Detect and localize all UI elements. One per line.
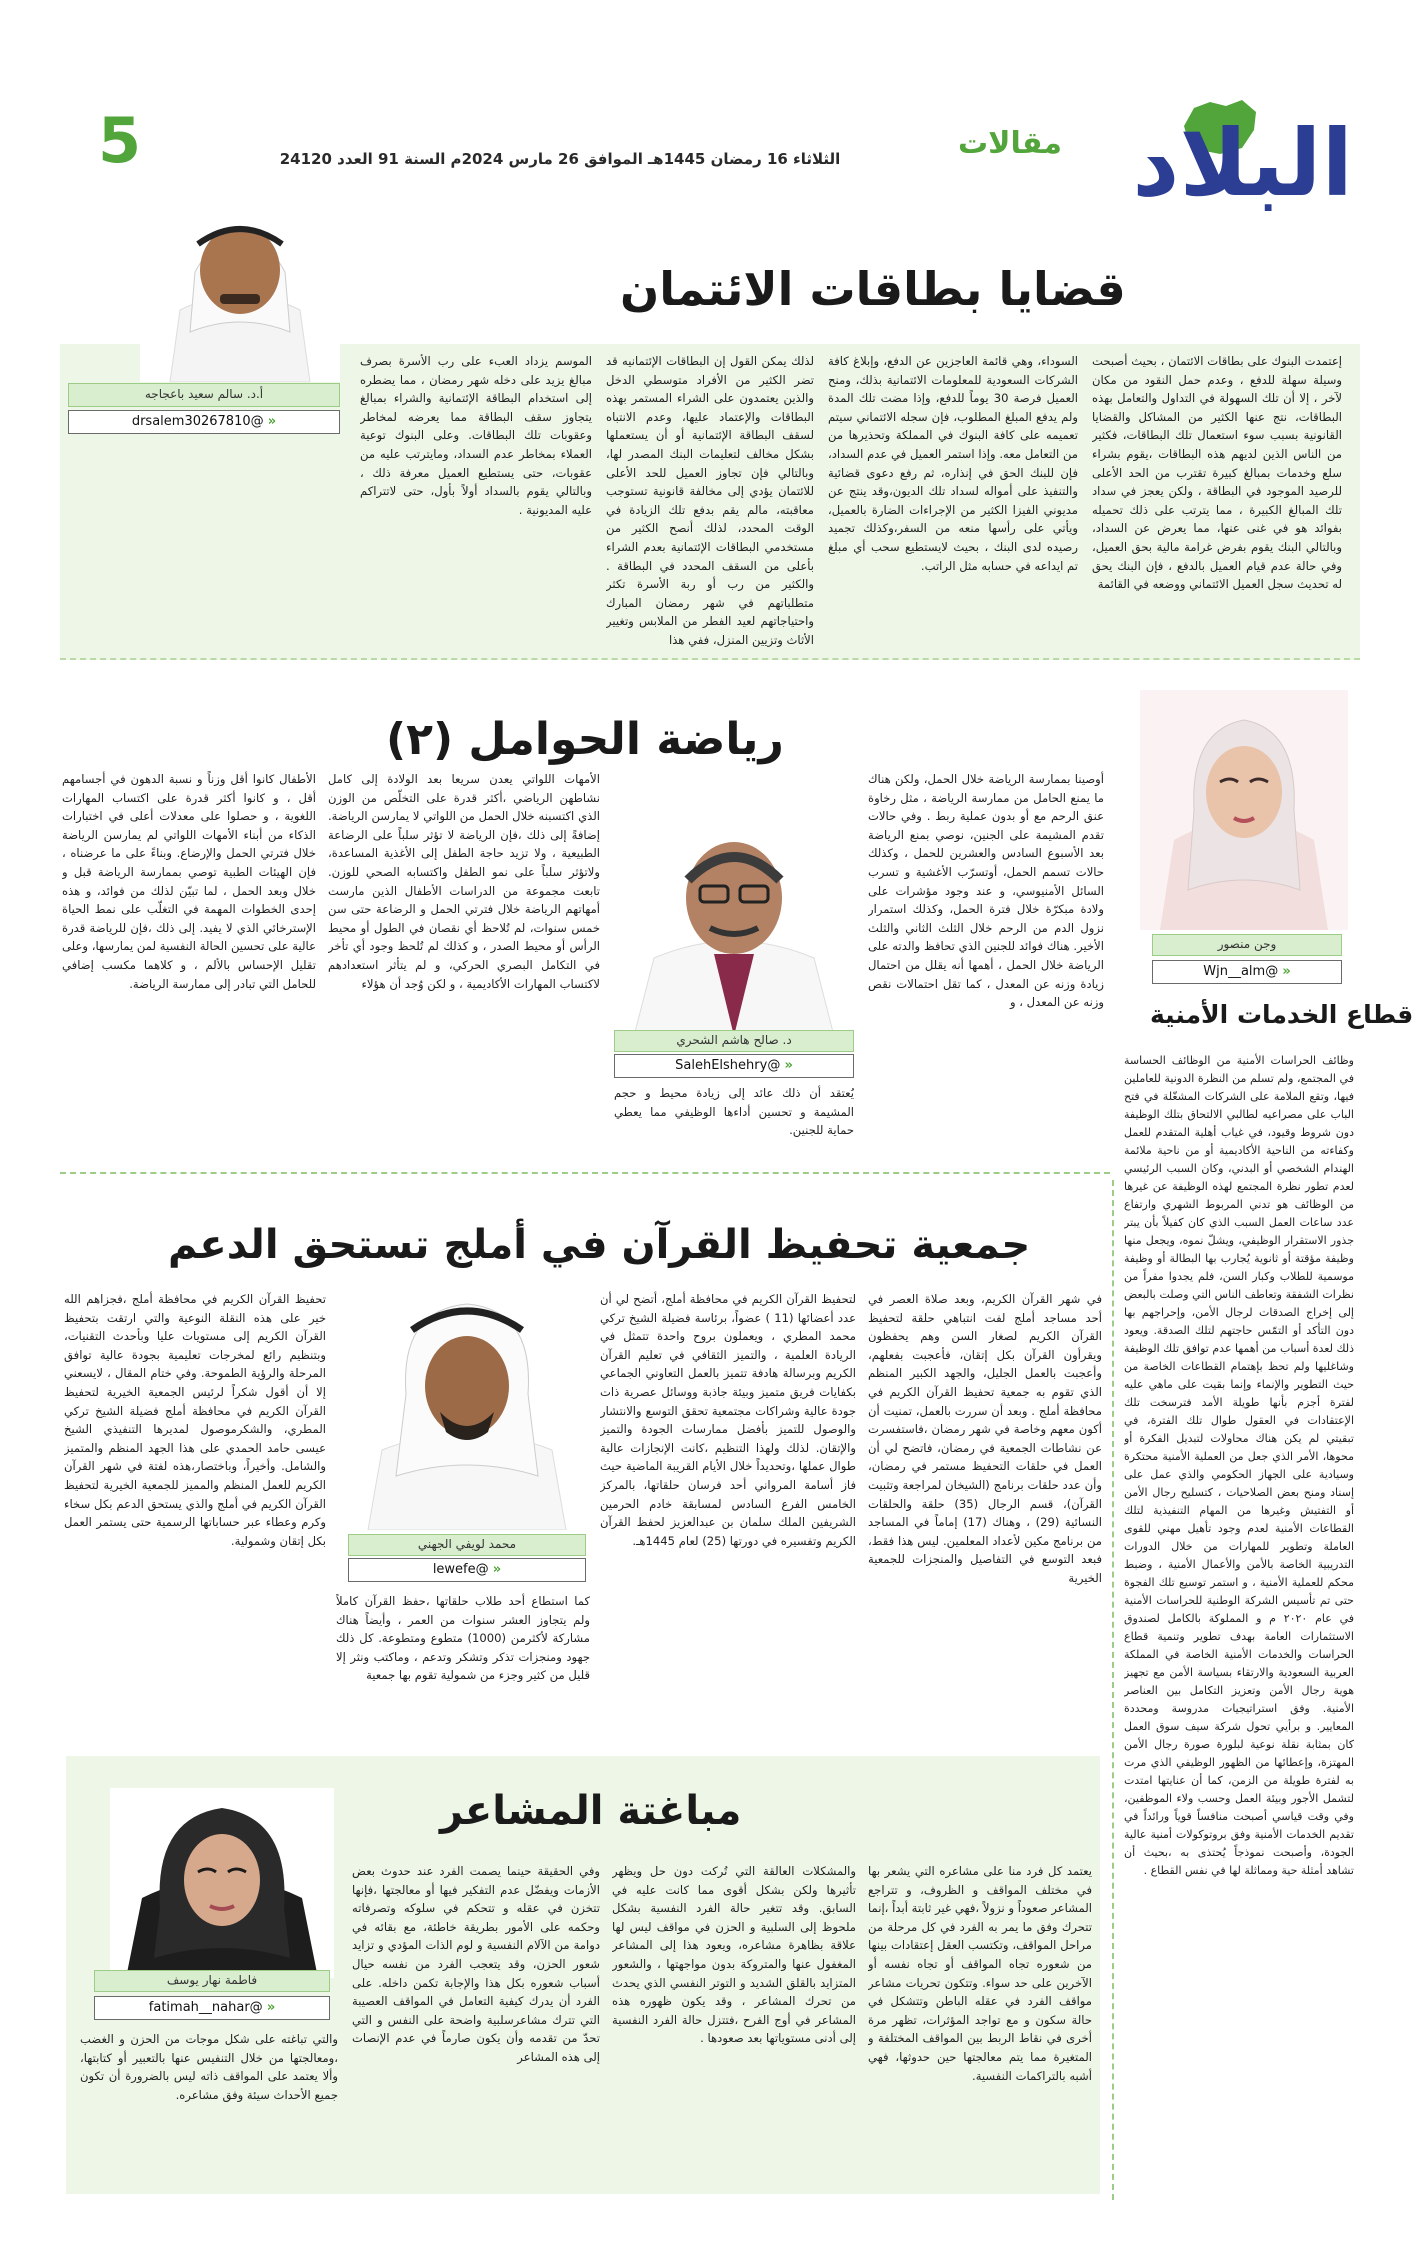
author-name-tag: [1152, 934, 1342, 956]
author-photo: [140, 192, 340, 382]
author-name-tag: [94, 1970, 330, 1992]
author-name: محمد لويفي الجهني: [417, 1537, 517, 1551]
chevron-icon: «: [266, 2000, 276, 2015]
twitter-handle: @SalehElshehry: [675, 1058, 781, 1073]
author-photo: [614, 786, 854, 1036]
author-handle[interactable]: [94, 1996, 330, 2020]
article-column: الأطفال كانوا أقل وزناً و نسبة الدهون في أجسامهم أقل ، و كانوا أكثر قدرة على اكتساب المهارات اللغوية ، و حصلوا على معدلات أعلى في اختبارات الذكاء من أبناء الأمهات اللواتي لم يمارسن الرياضة خلال فترتي الحمل والإرضاع. وبناءً على ما عرضناه ، فإن الهيئات الطبية توصي بممارسة الرياضة قبل و خلال وبعد الحمل ، لما تبيّن لذلك من فوائد، و هذه إحدى الخطوات المهمة في التغلّب على نمط الحياة الإسترخائي الذي لا يفيد. إلى ذلك ،فإن للرياضة قدرة عالية على تحسين الحالة النفسية لمن يمارسها، وعلى تقليل الإحساس بالألم ، و كلاهما مكسب إضافي للحامل التي تبادر إلى ممارسة الرياضة.: [62, 772, 316, 991]
article-column: والمشكلات العالقة التي تُركت دون حل ويظهر تأثيرها ولكن بشكل أقوى مما كانت عليه في السابق. وقد تتغير حالة الفرد النفسية بشكل ملحوظ إلى السلبية و الحزن في مواقف ليس لها علاقة بظاهرة مشاعره، ويعود هذا إلى المشاعر المغفول عنها والمتروكة بدون مواجهتها ، والشعور المتزايد بالقلق الشديد و التوتر النفسي الذي يحدث من تحرك المشاعر ، وقد يكون ظهوره هذه المشاعر في أوج الفرح ،فتتزل حالة الفرد النفسية إلى أدنى مستوياتها بعد صعودها .: [612, 1864, 856, 2046]
chevron-icon: «: [492, 1562, 502, 1577]
author-name: د. صالح هاشم الشحري: [676, 1033, 792, 1047]
author-name: فاطمة نهار يوسف: [166, 1973, 258, 1987]
section-title: مقالات: [958, 126, 1062, 161]
article-title: مباغتة المشاعر: [440, 1788, 742, 1834]
article-title: قضايا بطاقات الائتمان: [620, 262, 1126, 316]
article-column: في شهر القرآن الكريم، وبعد صلاة العصر في أحد مساجد أملج لفت انتباهي حلقة لتحفيظ القرآن الكريم لصغار السن وهم يحفظون ويقرأون القرآن بكل إتقان، فأعجبت بفعلهم، وأعجبت بالعمل الجليل، والجهد الكبير المنظم الذي تقوم به جمعية تحفيظ القرآن الكريم في محافظة أملج . وبعد أن سررت بالعمل، تمنيت أن أكون معهم وخاصة في شهر رمضان ،فاستفسرت عن نشاطات الجمعية في رمضان، فاتضح لي أن العمل في حلقات التحفيظ مستمر في رمضان، وأن عدد حلقات برنامج (الشيخان لمراجعة وتثبيت القرآن)، قسم الرجال (35) حلقة والحلقات النسائية (29) ، وهناك (17) إماماً في المساجد من برنامج مكين لأعداد المعلمين. ليس هذا فقط، فبعد التوسع في التفاصيل والمنجزات للجمعية الخيرية: [868, 1292, 1102, 1585]
article-column: السوداء، وهي قائمة العاجزين عن الدفع، وإبلاغ كافة الشركات السعودية للمعلومات الائتمانية بذلك، ومنح العميل فرصة 30 يوماً للدفع، وإذا مضت تلك المدة ولم يدفع المبلغ المطلوب، فإن سجله الائتماني سيتم تعميمه على كافة البنوك في المملكة وتحذيرها من من التعامل معه. وإذا استمر العميل في عدم السداد، فإن للبنك الحق في إنذاره، ثم رفع دعوى قضائية والتنفيذ على أمواله لسداد تلك الديون،وقد ينتج عن مديوني الفيزا الكثير من الإجراءات الضارة بالعميل، ويأتي على رأسها منعه من السفر،وكذلك تجميد رصيده لدى البنك ، بحيث لايستطيع سحب أي مبلغ تم ايداعه في حسابه مثل الراتب.: [828, 354, 1078, 573]
author-handle[interactable]: [1152, 960, 1342, 984]
article-column: يُعتقد أن ذلك عائد إلى زيادة محيط و حجم المشيمة و تحسين أداءها الوظيفي مما يعطي حماية للجنين.: [614, 1086, 854, 1138]
author-name: أ.د. سالم سعيد باعجاجه: [144, 387, 264, 401]
article-column: لذلك يمكن القول إن البطاقات الإئتمانيه قد تضر الكثير من الأفراد متوسطي الدخل والذين يعتمدون على الشراء المستمر بهذه البطاقات والإعتماد عليها، وعدم الانتباه لسقف البطاقة الإئتمانية أو أن يستعملها بشكل مخالف لتعليمات البنك المصدر لها، وبالتالي فإن تجاوز العميل للحد الأعلى للائتمان يؤدي إلى مخالفة قانونية تستوجب معاقبته، مالم يقم بدفع تلك الزيادة في الوقت المحدد، لذلك أنصح الكثير من مستخدمي البطاقات الإئتمانية بعدم الشراء بأعلى من السقف المحدد في البطاقة . والكثير من رب أو ربة الأسرة تكثر متطلباتهم في شهر رمضان المبارك واحتياجاتهم لعيد الفطر من الملابس وتغيير الأثاث وتزيين المنزل، ففي هذا: [606, 354, 814, 647]
twitter-handle: @fatimah__nahar: [148, 2000, 263, 2015]
article-title: جمعية تحفيظ القرآن في أملج تستحق الدعم: [168, 1222, 1031, 1268]
article-column: والتي تباغته على شكل موجات من الحزن و الغضب ،ومعالجتها من خلال التنفيس عنها بالتعبير أو كتابتها، وألا يعتمد على المواقف ذاته ليس بالضرورة أن تكون جميع الأحداث سيئة وفق مشاعره.: [80, 2032, 338, 2102]
article-column: [68, 442, 340, 652]
chevron-icon: «: [267, 414, 277, 429]
author-name-tag: [68, 383, 340, 407]
twitter-handle: @Wjn__alm: [1203, 964, 1279, 979]
newspaper-logo[interactable]: [1118, 84, 1353, 232]
article-column: تحفيظ القرآن الكريم في محافظة أملج ،فجزاهم الله خير على هذه النقلة النوعية والتي ارتقت بتحفيظ القرآن الكريم إلى مستويات عليا وبأحدث التقنيات، وبتنظيم رائع لمخرجات تعليمية بجودة عالية توافق المرحلة والرؤية الطموحة. وفي ختام المقال ، لايسعني إلا أن أقول شكراً لرئيس الجمعية الخيرية لتحفيظ القرآن الكريم في محافظة أملج فضيلة الشيخ تركي المطري، والشكرموصول لمديرها التنفيذي الشيخ عيسى حامد الحمدي على هذا الجهد المنظم والمتميز والشامل. وأخيراً، وباختصار،هذه لفتة في شهر القرآن الكريم للعمل المنظم والمميز للجمعية الخيرية لتحفيظ القرآن الكريم في أملج والذي يستحق الدعم بكل سخاء وكرم وعطاء عبر حساباتها الرسمية حتى يستمر العمل بكل إتقان وشمولية.: [64, 1292, 326, 1548]
article-column: إعتمدت البنوك على بطاقات الائتمان ، بحيث أصبحت وسيلة سهلة للدفع ، وعدم حمل النقود من مكان لآخر ، إلا أن تلك السهولة في التداول والتعامل بهذه البطاقات، نتج عنها الكثير من المشاكل والقضايا القانونية بسبب سوء استعمال تلك البطاقات، فكثير من الناس الذين لديهم هذه البطاقات ،يقوم بشراء سلع وخدمات بمبالغ كبيرة تقترب من الحد الأعلى للرصيد الموجود في البطاقة ، ولكن يعجز في سداد تلك المبالغ الكبيرة ، مما يترتب على ذلك تحميله بفوائد هو في غنى عنها، مما يعرض عن السداد، وبالتالي البنك يقوم بفرض غرامة مالية بحق العميل، وفي حالة عدم قيام العميل بالدفع ، فإن البنك يحق له تحديث سجل العميل الائتماني ووضعه في القائمة: [1092, 354, 1342, 592]
chevron-icon: «: [784, 1058, 793, 1073]
author-name-tag: [614, 1030, 854, 1052]
author-handle[interactable]: [348, 1558, 586, 1582]
section-divider: [60, 1172, 1110, 1174]
article-column: الموسم يزداد العبء على رب الأسرة بصرف مبالغ يزيد على دخله شهر رمضان ، مما يضطره إلى استخدام البطاقة الإئتمانية والشراء بمبالغ يتجاوز سقف البطاقة مما يعرضه لمخاطر وعقوبات تلك البطاقات. وعلى البنوك توعية العملاء بمخاطر عدم السداد، ومايترتب عليه من عقوبات، حتى يستطيع العميل معرفة ذلك ، وبالتالي يقوم بالسداد أولاً بأول، حتى لاتتراكم عليه المديونية .: [360, 354, 592, 517]
dateline: الثلاثاء 16 رمضان 1445هـ الموافق 26 مارس 2024م السنة 91 العدد 24120: [279, 150, 841, 168]
article-column: وفي الحقيقة حينما يصمت الفرد عند حدوث بعض الأزمات ويفضّل عدم التفكير فيها أو معالجتها ،فإنها تتخزن في عقله و تتحكم في سلوكه وتصرفاته وحكمه على الأمور بطريقة خاطئة، مع بقائه في دوامة من الآلام النفسية و لوم الذات المؤدي و تزايد شعور الحزن، وقد يتعجب الفرد من نفسه حيال أسباب شعوره بكل هذا والإجابة تكمن داخله. على الفرد أن يدرك كيفية التعامل في المواقف العصيبة التي تترك مشاعرسلبية واضحة على النفس و التي تحدّ من تقدمه وأن يكون صارماً في عدم الإنصات إلى هذه المشاعر: [352, 1864, 600, 2064]
article-title: رياضة الحوامل (٢): [386, 714, 784, 765]
article-column: أوصينا بممارسة الرياضة خلال الحمل، ولكن هناك ما يمنع الحامل من ممارسة الرياضة ، مثل رخاوة عنق الرحم مع أو بدون عملية ربط . وفي حالات تقدم المشيمة على الجنين، نوصي بمنع الرياضة بعد الأسبوع السادس والعشرين للحمل ، وكذلك حالات تسمم الحمل، أوتسرّب الأغشية و تسرب السائل الأمنيوسي، و عند وجود مؤشرات على ولادة مبكرّة خلال فترة الحمل، وكذلك استمرار نزول الدم من الرحم خلال الثلث الثاني والثلث الأخير. هناك فوائد للجنين الذي تحافظ والدته على الرياضة خلال الحمل ، أهمها أنه يقلل من احتمال زيادة وزنه عن المعدل ، كما تقل احتمالات نقص وزنه عن المعدل ، و: [868, 772, 1104, 1010]
author-photo: [348, 1290, 586, 1530]
article-column: الأمهات اللواتي يعدن سريعا بعد الولادة إلى كامل نشاطهن الرياضي ،أكثر قدرة على التخلّص من الوزن الذي اكتسبنه خلال الحمل من اللواتي لا يمارسن الرياضة. إضافةً إلى ذلك ،فإن الرياضة لا تؤثر سلباً على الرضاعة الطبيعية ، ولا تزيد حاجة الطفل إلى الأغذية المساعدة، ولاتؤثر سلباً على نمو الطفل واكتسابه الصحي للوزن. تابعت مجموعة من الدراسات الأطفال الذين مارست أمهاتهم الرياضة خلال فترتي الحمل و الرضاعة حتى سن خمس سنوات، لم تُلاحظ أي نقصان في الطول أو محيط الرأس أو محيط الصدر ، و كذلك لم تُلحظ وجود أي تأخر في التكامل البصري الحركي، و لم يتأثر استعدادهم لاكتساب المهارات الأكاديمية ، و لكن وُجد أن هؤلاء: [328, 772, 600, 991]
sidebar-divider: [1112, 1180, 1114, 2200]
twitter-handle: @drsalem30267810: [131, 414, 264, 429]
author-name: وجن منصور: [1217, 937, 1277, 951]
author-photo: [110, 1788, 334, 1978]
article-column: يعتمد كل فرد منا على مشاعره التي يشعر بها في مختلف المواقف و الظروف، و تتراجع المشاعر صعوداً و نزولاً ،فهي غير ثابتة أبداً ،إنما تتحرك وفق ما يمر به الفرد في كل مرحلة من مراحل المواقف، وتكتسب العقل إعتقادات بينها من شعوره تجاه المواقف أو تجاه نفسه أو الآخرين على حد سواء. وتتكون تحريات مشاعر مواقف الفرد في عقله الباطن وتتشكل في حالة سكون و مع تواجد المؤثرات، تظهر مرة أخرى في نقاط الربط بين المواقف المختلفة و المتغيرة مما يتم معالجتها حين حدوثها، فهي أشبه بالتراكمات النفسية.: [868, 1864, 1092, 2083]
article-column: كما استطاع أحد طلاب حلقاتها ،حفظ القرآن كاملاً ولم يتجاوز العشر سنوات من العمر ، وأيضاً هناك مشاركة لأكثرمن (1000) متطوع ومتطوعة. كل ذلك جهود ومنجزات تذكر وتشكر وتدعم ، وماكتب ونثر إلا قليل من كثير وجزء من شمولية تقوم بها جمعية: [336, 1594, 590, 1683]
author-photo: [1140, 690, 1348, 930]
article-column: وظائف الحراسات الأمنية من الوظائف الحساسة في المجتمع، ولم تسلم من النظرة الدونية للعاملين فيها، وتقع الملامة على الشركات المشغّلة في فتح الباب على مصراعيه لطالبي الالتحاق بتلك الوظيفة دون شروط وقيود، في غياب أهلية المتقدم للعمل وكفاءته من الناحية الأكاديمية أو من ناحية ملائمة الهندام الشخصي أو البدني، وكان السبب الرئيسي لعدم تطور نظرة المجتمع لهذه الوظيفة عن غيرها من الوظائف هو تدني المربوط الشهري وارتفاع عدد ساعات العمل السبب الذي كان كفيلاً بأن يبتر جذور الاستقرار الوظيفي، ويشلّ نموه، ويجعل منها وظيفة مؤقتة أو ثانوية يُجارب بها البطالة أو وظيفة موسمية للطلاب وكبار السن، فلم يجدوا مفراً من نظرات الشفقة وتعاطف الناس التي وصلت بالبعض إلى إخراج الصدقات لرجال الأمن، وإحراجهم بها دون التأكد أو التمّس حاجتهم لتلك الصدقة. ويعود ذلك لعدة أسباب من أهمها عدم توافق تلك الوظيفة وشاغليها ولم تحظ بإهتمام القطاعات الخاصة من حيث التطوير والإنماء وإنما بقيت على ماهي عليه لفترة أجزم بأنها طويلة الأمد فترسخت تلك الإعتقادات في العقول طوال تلك الفترة، في تبقيتي لم يكن هناك محاولات لتبديل الفكرة أو محوها، الأمر الذي جعل من العملية الأمنية محتكرة وسيادية على الجهاز الحكومي والذي عمل على إسناد ومنح بعض الصلاحيات ، كتسليح رجال الأمن أو التفتيش وغيرها من المهام التنفيذية لتلك القطاعات الأمنية لعدم وجود تأهيل مهني للقوى العاملة وتطوير للمهارات من خلال الدورات التدريبية الخاصة بالأمن والأعمال الأمنية ، وضبط محكم للعملية الأمنية ، و استمر توسيع تلك الفجوة حتى تم تأسيس الشركة الوطنية للحراسات الأمنية في عام ٢٠٢٠ م و المملوكة بالكامل لصندوق الاستثمارات العامة بهدف تطوير وتنمية قطاع الحراسات والخدمات الأمنية الخاصة في المملكة العربية السعودية والارتقاء بسياسة الأمن مع تجهيز هوية رجال الأمن وتعزيز التكامل بين العناصر الأمنية. وفق استراتيجيات مدروسة ومحددة المعايير. و برأيي تحول شركة سيف سوق العمل كان بمثابة نقلة نوعية لبلورة صورة رجال الأمن المهتزة، وإعطائها من الظهور الوظيفي الذي مرت به لفترة طويلة من الزمن، كما أن عنايتها امتدت لتشمل الأجور وبيئة العمل وحسب ولاء الموظفين، وفي وقت قياسي أصبحت منافساً قوياً ورائداً في تقديم الخدمات الأمنية وفق بروتوكولات أمنية عالية الجودة، وأصبحت نموذجاً يُحتذى به ،بحيث أن تشاهد أمثلة حية ومماثلة لها في نفس القطاع .: [1124, 1054, 1354, 1877]
twitter-handle: @lewefe: [432, 1562, 489, 1577]
article-title: قطاع الخدمات الأمنية: [1150, 1000, 1414, 1029]
page-number: 5: [98, 104, 142, 177]
logo-wordmark: البلاد: [1132, 110, 1353, 217]
author-handle[interactable]: [68, 410, 340, 434]
author-handle[interactable]: [614, 1054, 854, 1078]
author-name-tag: [348, 1534, 586, 1556]
article-column: لتحفيظ القرآن الكريم في محافظة أملج، أتضح لي أن عدد أعضائها (11 ) عضواً، برئاسة فضيلة الشيخ تركي محمد المطري ، ويعملون بروح واحدة تتمثل في الريادة العلمية ، والتميز الثقافي في تعليم القرآن الكريم وبرسالة هادفة تتميز بالعمل التعاوني الجماعي بكفايات فريق متميز وبيئة جاذبة ووسائل عصرية ذات جودة عالية وشراكات مجتمعية تحقق التوسع والانتشار والوصول للتميز بأفضل ممارسات الجودة والتميز والإتقان. لذلك ولهذا التنظيم ،كانت الإنجازات عالية طوال عملها ،وتحديداً خلال الأيام القريبة الماضية حيث فاز أسامة المرواني أحد فرسان حلقاتها، بالمركز الخامس الفرع السادس لمسابقة خادم الحرمين الشريفين الملك سلمان بن عبدالعزيز لحفظ القرآن الكريم وتفسيره في دورتها (25) لعام 1445هـ.: [600, 1292, 856, 1548]
chevron-icon: «: [1282, 964, 1291, 979]
